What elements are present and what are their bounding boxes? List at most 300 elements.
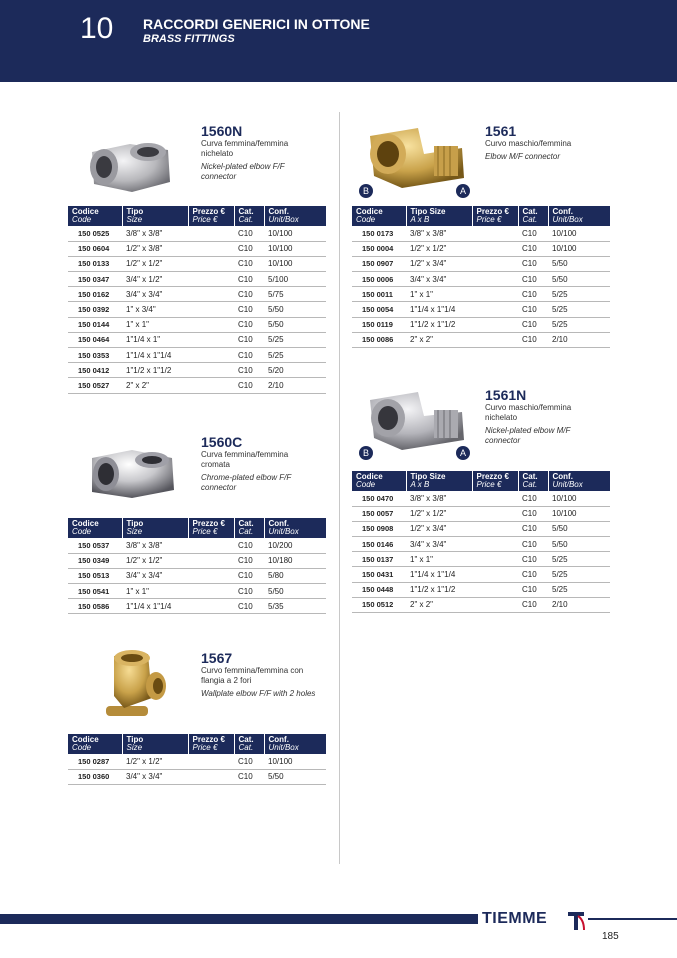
description-it: flangia a 2 fori: [201, 676, 252, 685]
description-it: Curva femmina/femmina: [201, 450, 289, 459]
size-cell: 1/2" x 1/2": [122, 553, 188, 568]
header-label-it: Conf.: [268, 735, 289, 744]
product-code: 1560C: [201, 434, 243, 450]
header-label-en: Unit/Box: [268, 527, 299, 536]
table-row: [352, 537, 610, 552]
price-cell: [472, 272, 518, 287]
size-cell: 1"1/4 x 1"1/4: [406, 302, 472, 317]
pack-cell: 5/35: [264, 599, 326, 614]
elbow-chrome-ff-image: [84, 436, 180, 502]
pack-cell: 5/25: [548, 567, 610, 582]
wallplate-elbow-image: [102, 646, 170, 724]
table-header-row: [68, 518, 326, 538]
size-cell: 1" x 1": [406, 287, 472, 302]
size-cell: 1/2" x 1/2": [406, 506, 472, 521]
code-cell: 150 0537: [68, 538, 122, 553]
header-label-it: Cat.: [238, 519, 254, 528]
size-cell: 1"1/4 x 1": [122, 332, 188, 347]
header-label-it: Tipo: [126, 207, 144, 216]
description-en: connector: [201, 483, 237, 492]
size-cell: 1" x 1": [406, 552, 472, 567]
header-label-en: Code: [72, 215, 92, 224]
header-label-en: Price €: [476, 215, 502, 224]
code-cell: 150 0006: [352, 272, 406, 287]
table-header-row: [352, 206, 610, 226]
brand-name: TIEMME: [482, 910, 548, 927]
header-label-it: Tipo Size: [410, 472, 446, 481]
price-cell: [472, 226, 518, 241]
code-cell: 150 0347: [68, 272, 122, 287]
header-label-it: Tipo: [126, 735, 144, 744]
price-cell: [472, 521, 518, 536]
table-row: [352, 552, 610, 567]
column-header: [122, 734, 188, 754]
product-code: 1561N: [485, 387, 527, 403]
size-cell: 1"1/4 x 1"1/4: [122, 348, 188, 363]
price-cell: [472, 302, 518, 317]
price-cell: [472, 537, 518, 552]
code-cell: 150 0360: [68, 769, 122, 784]
product-code: 1560N: [201, 123, 243, 139]
column-header: [472, 471, 518, 491]
header-label-en: Unit/Box: [268, 743, 299, 752]
header-label-en: A x B: [410, 215, 430, 224]
price-cell: [188, 599, 234, 614]
pack-cell: 2/10: [264, 378, 326, 393]
header-label-en: Cat.: [238, 743, 254, 752]
category-cell: C10: [234, 241, 264, 256]
price-cell: [472, 491, 518, 506]
price-cell: [472, 332, 518, 347]
pack-cell: 5/50: [264, 769, 326, 784]
header-label-it: Conf.: [268, 519, 289, 528]
code-cell: 150 0604: [68, 241, 122, 256]
table-row: [352, 521, 610, 536]
table-row: [68, 363, 326, 378]
table-row: [352, 226, 610, 241]
header-label-en: Unit/Box: [552, 480, 583, 489]
price-cell: [188, 584, 234, 599]
product-code: 1567: [201, 650, 233, 666]
section-title-en: BRASS FITTINGS: [143, 33, 235, 45]
price-cell: [188, 754, 234, 769]
category-cell: C10: [234, 599, 264, 614]
size-cell: 3/8" x 3/8": [122, 538, 188, 553]
page-number: 185: [602, 931, 619, 942]
size-cell: 1" x 1": [122, 584, 188, 599]
header-label-it: Prezzo €: [476, 472, 509, 481]
price-table: [68, 734, 326, 785]
pack-cell: 5/25: [548, 287, 610, 302]
product-info: [485, 388, 571, 446]
pack-cell: 5/25: [548, 302, 610, 317]
table-row: [352, 287, 610, 302]
column-header: [68, 734, 122, 754]
size-cell: 1/2" x 3/8": [122, 241, 188, 256]
code-cell: 150 0470: [352, 491, 406, 506]
price-cell: [472, 552, 518, 567]
description-en: connector: [485, 436, 521, 445]
table-header-row: [352, 471, 610, 491]
code-cell: 150 0349: [68, 553, 122, 568]
code-cell: 150 0133: [68, 256, 122, 271]
code-cell: 150 0057: [352, 506, 406, 521]
brand-logo: [478, 908, 588, 930]
pack-cell: 2/10: [548, 597, 610, 612]
code-cell: 150 0162: [68, 287, 122, 302]
table-row: [68, 287, 326, 302]
category-cell: C10: [518, 582, 548, 597]
size-cell: 1"1/2 x 1"1/2: [406, 317, 472, 332]
page-header: [0, 0, 677, 82]
header-label-it: Tipo: [126, 519, 144, 528]
category-cell: C10: [234, 272, 264, 287]
pack-cell: 2/10: [548, 332, 610, 347]
price-cell: [188, 363, 234, 378]
code-cell: 150 0146: [352, 537, 406, 552]
column-header: [122, 518, 188, 538]
header-label-en: Code: [356, 480, 376, 489]
description-en: Wallplate elbow F/F with 2 holes: [201, 689, 316, 698]
header-label-en: Code: [72, 743, 92, 752]
price-table: [68, 206, 326, 394]
category-cell: C10: [234, 538, 264, 553]
category-cell: C10: [234, 226, 264, 241]
code-cell: 150 0908: [352, 521, 406, 536]
category-cell: C10: [518, 491, 548, 506]
table-row: [352, 567, 610, 582]
column-header: [264, 206, 326, 226]
table-row: [352, 582, 610, 597]
header-label-it: Conf.: [552, 472, 573, 481]
header-label-it: Prezzo €: [476, 207, 509, 216]
header-label-it: Prezzo €: [192, 207, 225, 216]
size-cell: 2" x 2": [406, 332, 472, 347]
header-label-it: Codice: [72, 207, 99, 216]
category-cell: C10: [518, 302, 548, 317]
category-cell: C10: [234, 302, 264, 317]
category-cell: C10: [518, 567, 548, 582]
size-cell: 1/2" x 1/2": [122, 256, 188, 271]
header-label-en: Price €: [192, 527, 218, 536]
table-row: [68, 538, 326, 553]
code-cell: 150 0173: [352, 226, 406, 241]
price-cell: [188, 538, 234, 553]
code-cell: 150 0119: [352, 317, 406, 332]
price-cell: [188, 317, 234, 332]
description-it: Curva femmina/femmina: [201, 139, 289, 148]
price-cell: [188, 568, 234, 583]
size-cell: 1"1/4 x 1"1/4: [122, 599, 188, 614]
header-label-it: Codice: [356, 472, 383, 481]
pack-cell: 10/200: [264, 538, 326, 553]
header-label-en: Cat.: [522, 480, 538, 489]
pack-cell: 5/25: [264, 348, 326, 363]
pack-cell: 10/100: [264, 256, 326, 271]
pack-cell: 10/100: [264, 754, 326, 769]
code-cell: 150 0907: [352, 256, 406, 271]
price-table: [352, 471, 610, 613]
pack-cell: 5/80: [264, 568, 326, 583]
size-cell: 3/4" x 3/4": [406, 272, 472, 287]
category-cell: C10: [518, 521, 548, 536]
pack-cell: 5/50: [548, 272, 610, 287]
header-label-en: Cat.: [238, 527, 254, 536]
elbow-nickel-ff-image: [82, 122, 180, 196]
category-cell: C10: [518, 597, 548, 612]
code-cell: 150 0392: [68, 302, 122, 317]
description-it: nichelato: [485, 413, 518, 422]
price-table: [352, 206, 610, 348]
price-cell: [472, 597, 518, 612]
column-header: [188, 734, 234, 754]
elbow-brass-mf-image: [362, 118, 472, 192]
table-row: [68, 256, 326, 271]
price-cell: [472, 241, 518, 256]
category-cell: C10: [518, 256, 548, 271]
category-cell: C10: [518, 287, 548, 302]
table-row: [352, 256, 610, 271]
header-label-it: Prezzo €: [192, 735, 225, 744]
header-label-en: Unit/Box: [268, 215, 299, 224]
table-header-row: [68, 206, 326, 226]
description-it: nichelato: [201, 149, 234, 158]
table-row: [352, 241, 610, 256]
pack-cell: 5/50: [264, 302, 326, 317]
product-info: [485, 124, 571, 162]
size-cell: 3/8" x 3/8": [406, 491, 472, 506]
code-cell: 150 0513: [68, 568, 122, 583]
header-label-en: Code: [72, 527, 92, 536]
column-header: [234, 518, 264, 538]
header-label-en: Size: [126, 215, 143, 224]
pack-cell: 5/25: [548, 317, 610, 332]
column-header: [264, 518, 326, 538]
pack-cell: 5/50: [548, 256, 610, 271]
size-cell: 2" x 2": [122, 378, 188, 393]
category-cell: C10: [518, 226, 548, 241]
table-row: [68, 584, 326, 599]
column-header: [548, 206, 610, 226]
description-it: cromata: [201, 460, 230, 469]
header-label-en: Cat.: [238, 215, 254, 224]
code-cell: 150 0431: [352, 567, 406, 582]
category-cell: C10: [234, 584, 264, 599]
description-en: Nickel-plated elbow M/F: [485, 426, 571, 435]
header-label-en: A x B: [410, 480, 430, 489]
table-row: [68, 348, 326, 363]
price-cell: [472, 567, 518, 582]
code-cell: 150 0586: [68, 599, 122, 614]
header-label-en: Cat.: [522, 215, 538, 224]
pack-cell: 10/100: [548, 506, 610, 521]
table-row: [352, 317, 610, 332]
column-header: [234, 734, 264, 754]
table-row: [352, 332, 610, 347]
category-cell: C10: [234, 287, 264, 302]
pack-cell: 5/50: [264, 317, 326, 332]
category-cell: C10: [518, 332, 548, 347]
header-label-it: Cat.: [522, 472, 538, 481]
description-en: Elbow M/F connector: [485, 152, 560, 161]
size-cell: 1"1/2 x 1"1/2: [122, 363, 188, 378]
price-cell: [188, 256, 234, 271]
column-header: [352, 206, 406, 226]
section-title-it: RACCORDI GENERICI IN OTTONE: [143, 16, 370, 32]
pack-cell: 5/50: [548, 537, 610, 552]
table-row: [68, 568, 326, 583]
pack-cell: 5/25: [548, 582, 610, 597]
code-cell: 150 0137: [352, 552, 406, 567]
category-cell: C10: [518, 506, 548, 521]
price-table: [68, 518, 326, 614]
code-cell: 150 0412: [68, 363, 122, 378]
header-label-en: Code: [356, 215, 376, 224]
header-label-it: Cat.: [238, 207, 254, 216]
price-cell: [472, 317, 518, 332]
category-cell: C10: [234, 317, 264, 332]
description-it: Curvo maschio/femmina: [485, 403, 572, 412]
description-en: Chrome-plated elbow F/F: [201, 473, 292, 482]
product-info: [201, 651, 315, 699]
price-cell: [472, 582, 518, 597]
column-header: [68, 518, 122, 538]
pack-cell: 5/75: [264, 287, 326, 302]
table-row: [68, 332, 326, 347]
header-label-it: Cat.: [238, 735, 254, 744]
size-cell: 1/2" x 3/4": [406, 521, 472, 536]
code-cell: 150 0525: [68, 226, 122, 241]
table-row: [352, 597, 610, 612]
header-label-it: Conf.: [552, 207, 573, 216]
category-cell: C10: [518, 272, 548, 287]
column-header: [518, 471, 548, 491]
price-cell: [188, 272, 234, 287]
pack-cell: 10/100: [548, 241, 610, 256]
category-cell: C10: [518, 552, 548, 567]
code-cell: 150 0512: [352, 597, 406, 612]
code-cell: 150 0287: [68, 754, 122, 769]
code-cell: 150 0144: [68, 317, 122, 332]
column-header: [122, 206, 188, 226]
product-info: [201, 124, 288, 182]
price-cell: [188, 287, 234, 302]
code-cell: 150 0011: [352, 287, 406, 302]
size-cell: 3/4" x 1/2": [122, 272, 188, 287]
category-cell: C10: [518, 317, 548, 332]
badge-b: B: [359, 446, 373, 460]
description-it: Curvo femmina/femmina con: [201, 666, 304, 675]
header-label-it: Tipo Size: [410, 207, 446, 216]
code-cell: 150 0448: [352, 582, 406, 597]
category-cell: C10: [518, 241, 548, 256]
code-cell: 150 0054: [352, 302, 406, 317]
table-row: [68, 769, 326, 784]
table-row: [352, 272, 610, 287]
pack-cell: 10/100: [548, 491, 610, 506]
brand-mark-icon: [566, 910, 586, 932]
price-cell: [188, 553, 234, 568]
badge-b: B: [359, 184, 373, 198]
pack-cell: 5/25: [548, 552, 610, 567]
size-cell: 3/4" x 3/4": [122, 568, 188, 583]
column-header: [68, 206, 122, 226]
category-cell: C10: [234, 568, 264, 583]
header-label-it: Conf.: [268, 207, 289, 216]
product-code: 1561: [485, 123, 517, 139]
badge-a: A: [456, 446, 470, 460]
column-header: [406, 206, 472, 226]
header-label-it: Codice: [356, 207, 383, 216]
pack-cell: 10/100: [264, 226, 326, 241]
code-cell: 150 0004: [352, 241, 406, 256]
column-header: [188, 518, 234, 538]
table-header-row: [68, 734, 326, 754]
code-cell: 150 0541: [68, 584, 122, 599]
product-info: [201, 435, 291, 493]
header-label-it: Codice: [72, 735, 99, 744]
category-cell: C10: [234, 754, 264, 769]
price-cell: [188, 302, 234, 317]
description-en: Nickel-plated elbow F/F: [201, 162, 285, 171]
price-cell: [188, 378, 234, 393]
column-header: [264, 734, 326, 754]
pack-cell: 5/20: [264, 363, 326, 378]
header-label-en: Size: [126, 743, 143, 752]
table-row: [68, 226, 326, 241]
pack-cell: 10/100: [264, 241, 326, 256]
table-row: [68, 241, 326, 256]
table-row: [68, 378, 326, 393]
table-row: [68, 599, 326, 614]
header-label-en: Price €: [192, 743, 218, 752]
table-row: [352, 491, 610, 506]
size-cell: 1/2" x 1/2": [406, 241, 472, 256]
column-header: [472, 206, 518, 226]
size-cell: 2" x 2": [406, 597, 472, 612]
code-cell: 150 0527: [68, 378, 122, 393]
column-header: [188, 206, 234, 226]
size-cell: 3/4" x 3/4": [122, 769, 188, 784]
header-label-it: Cat.: [522, 207, 538, 216]
category-cell: C10: [234, 348, 264, 363]
header-label-en: Price €: [192, 215, 218, 224]
code-cell: 150 0464: [68, 332, 122, 347]
table-row: [68, 754, 326, 769]
price-cell: [472, 506, 518, 521]
table-row: [352, 506, 610, 521]
price-cell: [188, 348, 234, 363]
badge-a: A: [456, 184, 470, 198]
chapter-number: 10: [80, 12, 114, 45]
pack-cell: 10/180: [264, 553, 326, 568]
code-cell: 150 0353: [68, 348, 122, 363]
price-cell: [472, 287, 518, 302]
header-label-en: Unit/Box: [552, 215, 583, 224]
elbow-nickel-mf-image: [362, 384, 472, 454]
table-row: [68, 317, 326, 332]
column-header: [234, 206, 264, 226]
table-row: [352, 302, 610, 317]
header-label-it: Codice: [72, 519, 99, 528]
footer-bar: [0, 914, 540, 924]
size-cell: 3/8" x 3/8": [406, 226, 472, 241]
header-label-it: Prezzo €: [192, 519, 225, 528]
category-cell: C10: [234, 553, 264, 568]
price-cell: [188, 226, 234, 241]
category-cell: C10: [234, 769, 264, 784]
size-cell: 3/8" x 3/8": [122, 226, 188, 241]
